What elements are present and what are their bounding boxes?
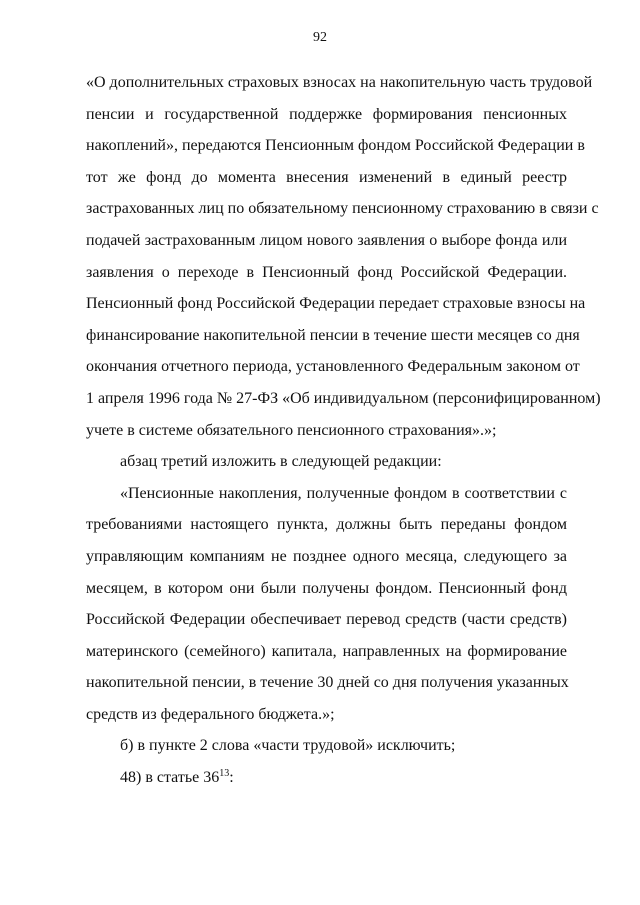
document-body <box>86 67 601 794</box>
text-line: управляющим компаниям не позднее одного месяца, следующего за <box>86 547 567 565</box>
text-line: пенсии и государственной поддержке формирования пенсионных <box>86 105 567 123</box>
text-line: абзац третий изложить в следующей редакции: <box>120 453 442 471</box>
text-lines <box>86 67 601 762</box>
text-line: накопительной пенсии, в течение 30 дней со дня получения указанных <box>86 674 569 692</box>
article-suffix: : <box>229 769 234 787</box>
text-line: застрахованных лиц по обязательному пенсионному страхованию в связи с <box>86 200 599 218</box>
page-number: 92 <box>313 30 327 45</box>
text-line: 1 апреля 1996 года № 27-ФЗ «Об индивидуальном (персонифицированном) <box>86 389 601 407</box>
article-text: 48) в статье 36 <box>120 769 220 787</box>
text-line: «Пенсионные накопления, полученные фондом в соответствии с <box>120 484 567 502</box>
text-line: материнского (семейного) капитала, направленных на формирование <box>86 642 567 660</box>
text-line: Российской Федерации обеспечивает перевод средств (части средств) <box>86 611 567 629</box>
text-line: средств из федерального бюджета.»; <box>86 705 335 723</box>
text-line: б) в пункте 2 слова «части трудовой» исключить; <box>120 737 456 755</box>
text-line: накоплений», передаются Пенсионным фондом Российской Федерации в <box>86 137 585 155</box>
text-line: финансирование накопительной пенсии в течение шести месяцев со дня <box>86 326 580 344</box>
article-superscript: 13 <box>219 768 230 780</box>
text-line: учете в системе обязательного пенсионного страхования».»; <box>86 421 497 439</box>
text-line: «О дополнительных страховых взносах на накопительную часть трудовой <box>86 74 593 91</box>
text-line: Пенсионный фонд Российской Федерации передает страховые взносы на <box>86 295 586 313</box>
text-line: тот же фонд до момента внесения изменений в единый реестр <box>86 168 567 186</box>
text-line: заявления о переходе в Пенсионный фонд Российской Федерации. <box>86 263 567 281</box>
text-line: требованиями настоящего пункта, должны быть переданы фондом <box>86 516 567 534</box>
text-line: подачей застрахованным лицом нового заявления о выборе фонда или <box>86 231 567 249</box>
text-line: месяцем, в котором они были получены фондом. Пенсионный фонд <box>86 579 567 597</box>
text-line: окончания отчетного периода, установленного Федеральным законом от <box>86 358 580 376</box>
text-line-article <box>86 762 567 794</box>
